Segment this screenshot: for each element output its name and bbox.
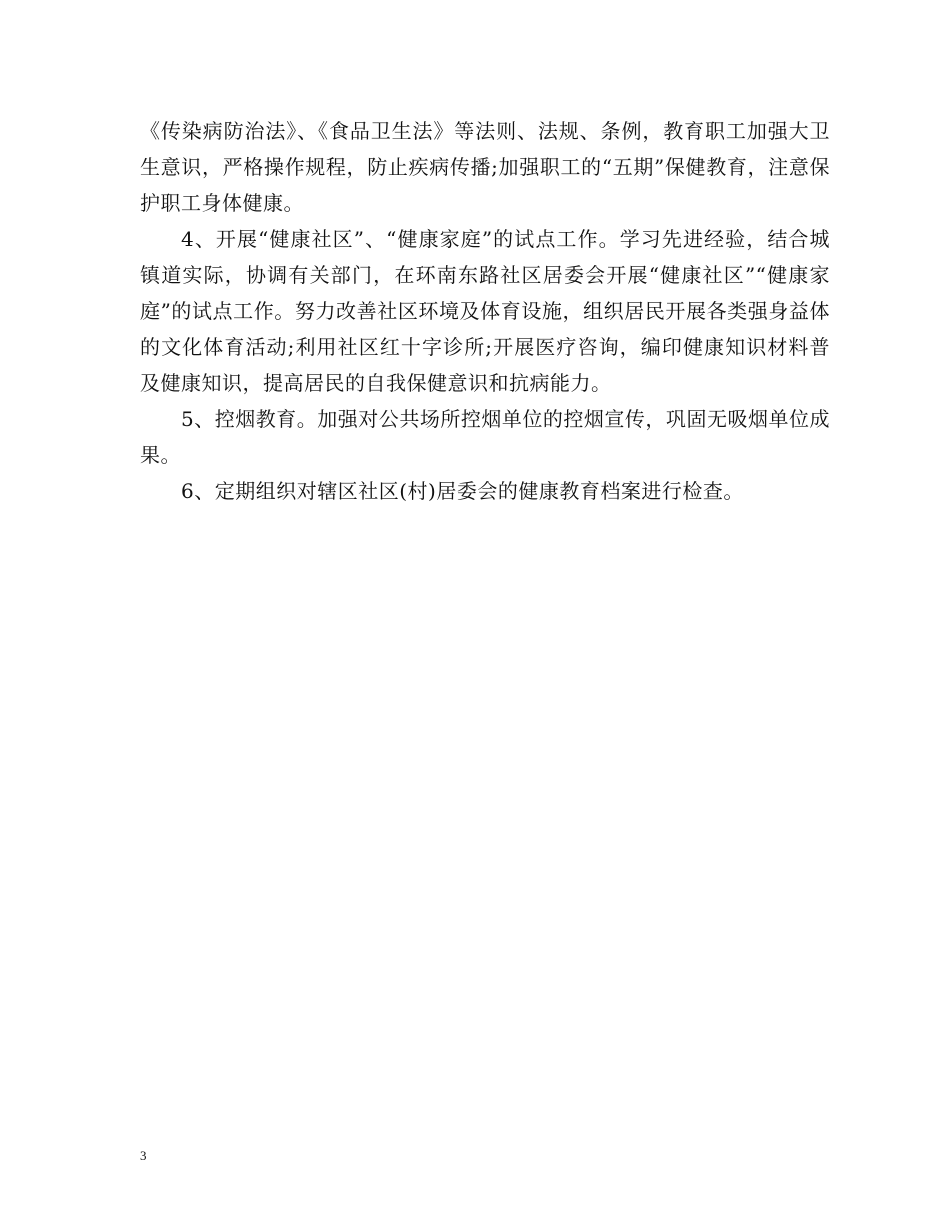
paragraph-health-law-education: 《传染病防治法》、《食品卫生法》等法则、法规、条例，教育职工加强大卫生意识，严格操作规程，防止疾病传播;加强职工的“五期”保健教育，注意保护职工身体健康。 — [140, 119, 830, 215]
paragraph-smoking-control: 5、控烟教育。加强对公共场所控烟单位的控烟宣传，巩固无吸烟单位成果。 — [140, 407, 830, 467]
paragraph-healthy-community-pilot: 4、开展“健康社区”、“健康家庭”的试点工作。学习先进经验，结合城镇道实际，协调有关部门，在环南东路社区居委会开展“健康社区”“健康家庭”的试点工作。努力改善社区环境及体育设施，组织居民开展各类强身益体的文化体育活动;利用社区红十字诊所;开展医疗咨询，编印健康知识材料普及健康知识，提高居民的自我保健意识和抗病能力。 — [140, 227, 830, 395]
document-body — [140, 113, 830, 509]
paragraph-archive-inspection: 6、定期组织对辖区社区(村)居委会的健康教育档案进行检查。 — [181, 479, 744, 503]
page-number: 3 — [140, 1148, 147, 1163]
